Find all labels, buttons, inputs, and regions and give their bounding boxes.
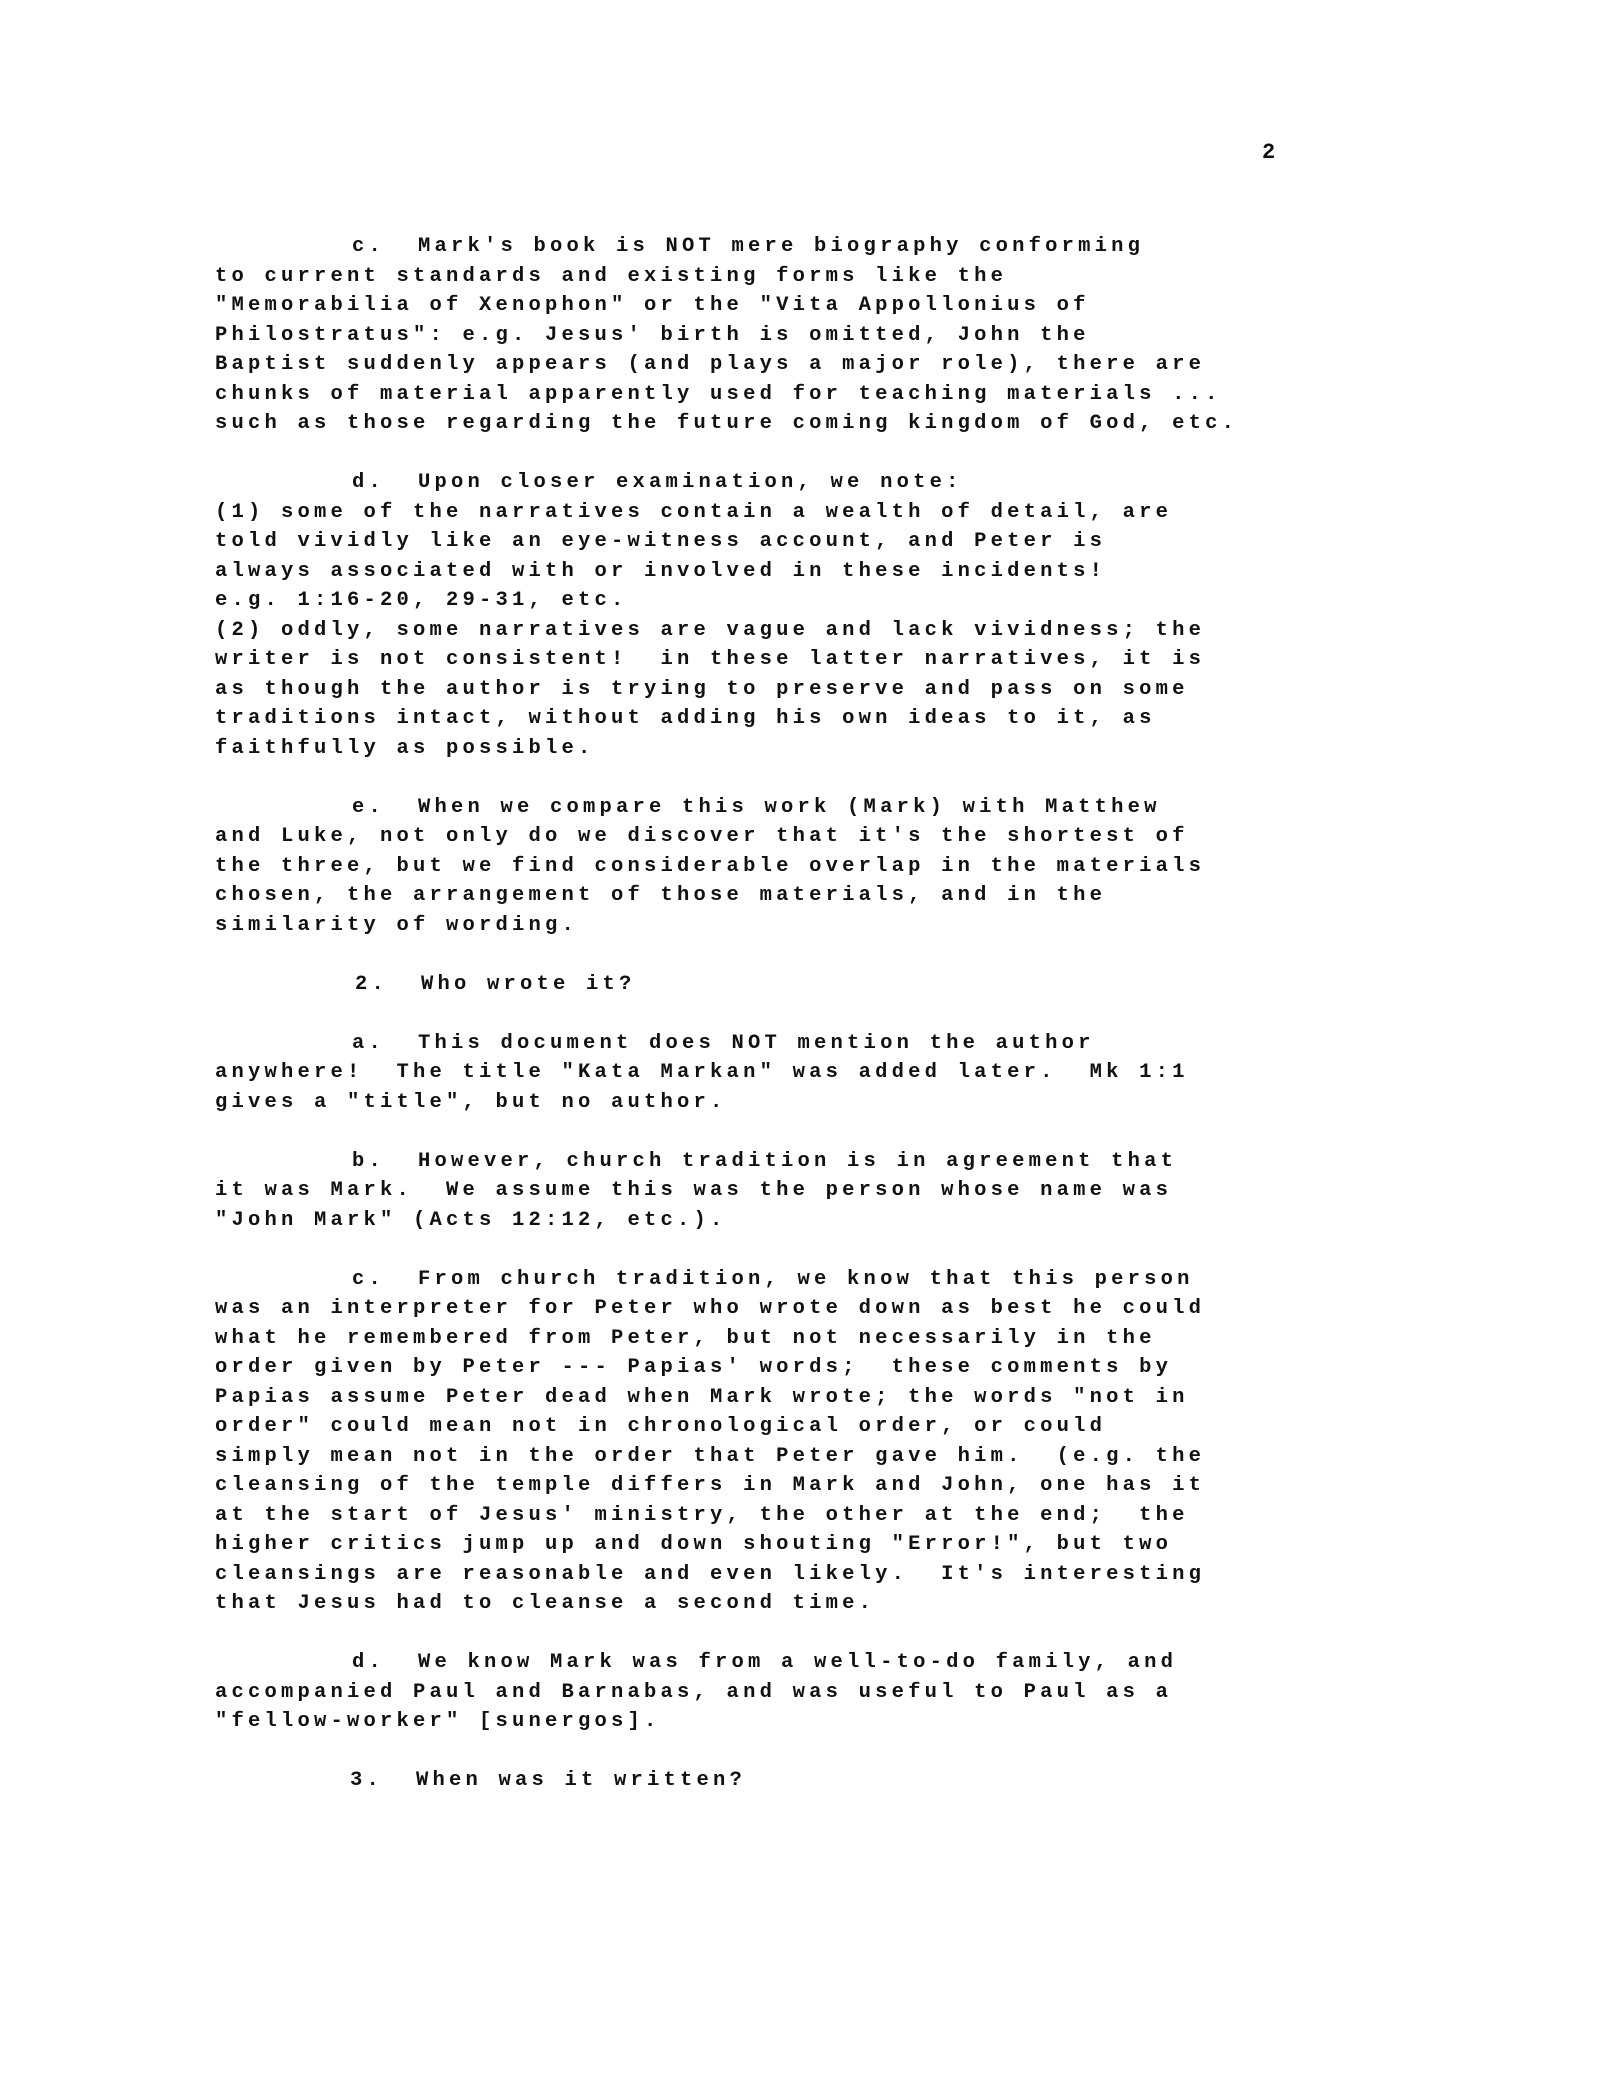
text-line: was an interpreter for Peter who wrote down as best he could [215,1297,1206,1320]
text-line: writer is not consistent! in these latter narratives, it is [215,648,1206,671]
section-heading-when-written: 3. When was it written? [350,1769,747,1792]
text-line: Papias assume Peter dead when Mark wrote; the words "not in [215,1385,1189,1409]
paragraph-c-genre [215,232,1305,439]
paragraph-c-interpreter [215,1265,1305,1619]
text-line: always associated with or involved in these incidents! [215,559,1107,583]
text-line: traditions intact, without adding his own ideas to it, as [215,707,1156,730]
text-line: faithfully as possible. [215,736,595,760]
page-number: 2 [1262,140,1276,165]
text-line: Baptist suddenly appears (and plays a major role), there are [215,353,1206,376]
text-line: cleansing of the temple differs in Mark and John, one has it [215,1474,1206,1497]
paragraph-d-examination [215,468,1305,763]
text-line: gives a "title", but no author. [215,1090,727,1114]
text-line: "John Mark" (Acts 12:12, etc.). [215,1208,727,1232]
text-line: it was Mark. We assume this was the person whose name was [215,1179,1173,1202]
text-line: told vividly like an eye-witness account, and Peter is [215,530,1107,553]
text-line: order given by Peter --- Papias' words; these comments by [215,1356,1173,1379]
paragraph-d-family [215,1648,1305,1737]
text-line: d. We know Mark was from a well-to-do family, and [352,1651,1178,1674]
text-line: similarity of wording. [215,913,579,937]
text-line: accompanied Paul and Barnabas, and was useful to Paul as a [215,1680,1173,1704]
text-line: such as those regarding the future coming kingdom of God, etc. [215,412,1239,435]
text-line: at the start of Jesus' ministry, the other at the end; the [215,1503,1189,1527]
text-line: "fellow-worker" [sunergos]. [215,1710,661,1733]
text-line: e. When we compare this work (Mark) with Matthew [352,795,1161,819]
text-line: anywhere! The title "Kata Markan" was added later. Mk 1:1 [215,1061,1189,1084]
text-line: cleansings are reasonable and even likely. It's interesting [215,1562,1206,1586]
text-line: c. Mark's book is NOT mere biography conforming [352,235,1145,258]
text-line: that Jesus had to cleanse a second time. [215,1592,876,1615]
paragraph-a-author [215,1029,1305,1118]
text-line: order" could mean not in chronological order, or could [215,1415,1107,1438]
text-line: to current standards and existing forms like the [215,264,1008,288]
text-line: b. However, church tradition is in agreement that [352,1149,1178,1173]
text-line: (1) some of the narratives contain a wealth of detail, are [215,500,1173,524]
text-line: the three, but we find considerable overlap in the materials [215,854,1206,878]
text-line: c. From church tradition, we know that this person [352,1267,1194,1291]
text-line: d. Upon closer examination, we note: [352,471,963,494]
paragraph-b-tradition [215,1147,1305,1236]
text-line: Philostratus": e.g. Jesus' birth is omitted, John the [215,323,1090,347]
text-line: higher critics jump up and down shouting "Error!", but two [215,1533,1173,1556]
text-line: "Memorabilia of Xenophon" or the "Vita Appollonius of [215,294,1090,317]
text-line: chunks of material apparently used for teaching materials ... [215,382,1222,406]
paragraph-e-comparison [215,793,1305,941]
text-line: (2) oddly, some narratives are vague and lack vividness; the [215,618,1206,642]
page-body [215,232,1305,1796]
text-line: chosen, the arrangement of those materials, and in the [215,884,1107,907]
text-line: and Luke, not only do we discover that it's the shortest of [215,825,1189,848]
text-line: a. This document does NOT mention the author [352,1031,1095,1055]
section-heading-who-wrote: 2. Who wrote it? [355,972,636,996]
text-line: e.g. 1:16-20, 29-31, etc. [215,589,628,612]
text-line: simply mean not in the order that Peter gave him. (e.g. the [215,1444,1206,1468]
text-line: as though the author is trying to preserve and pass on some [215,677,1189,701]
text-line: what he remembered from Peter, but not necessarily in the [215,1326,1156,1350]
